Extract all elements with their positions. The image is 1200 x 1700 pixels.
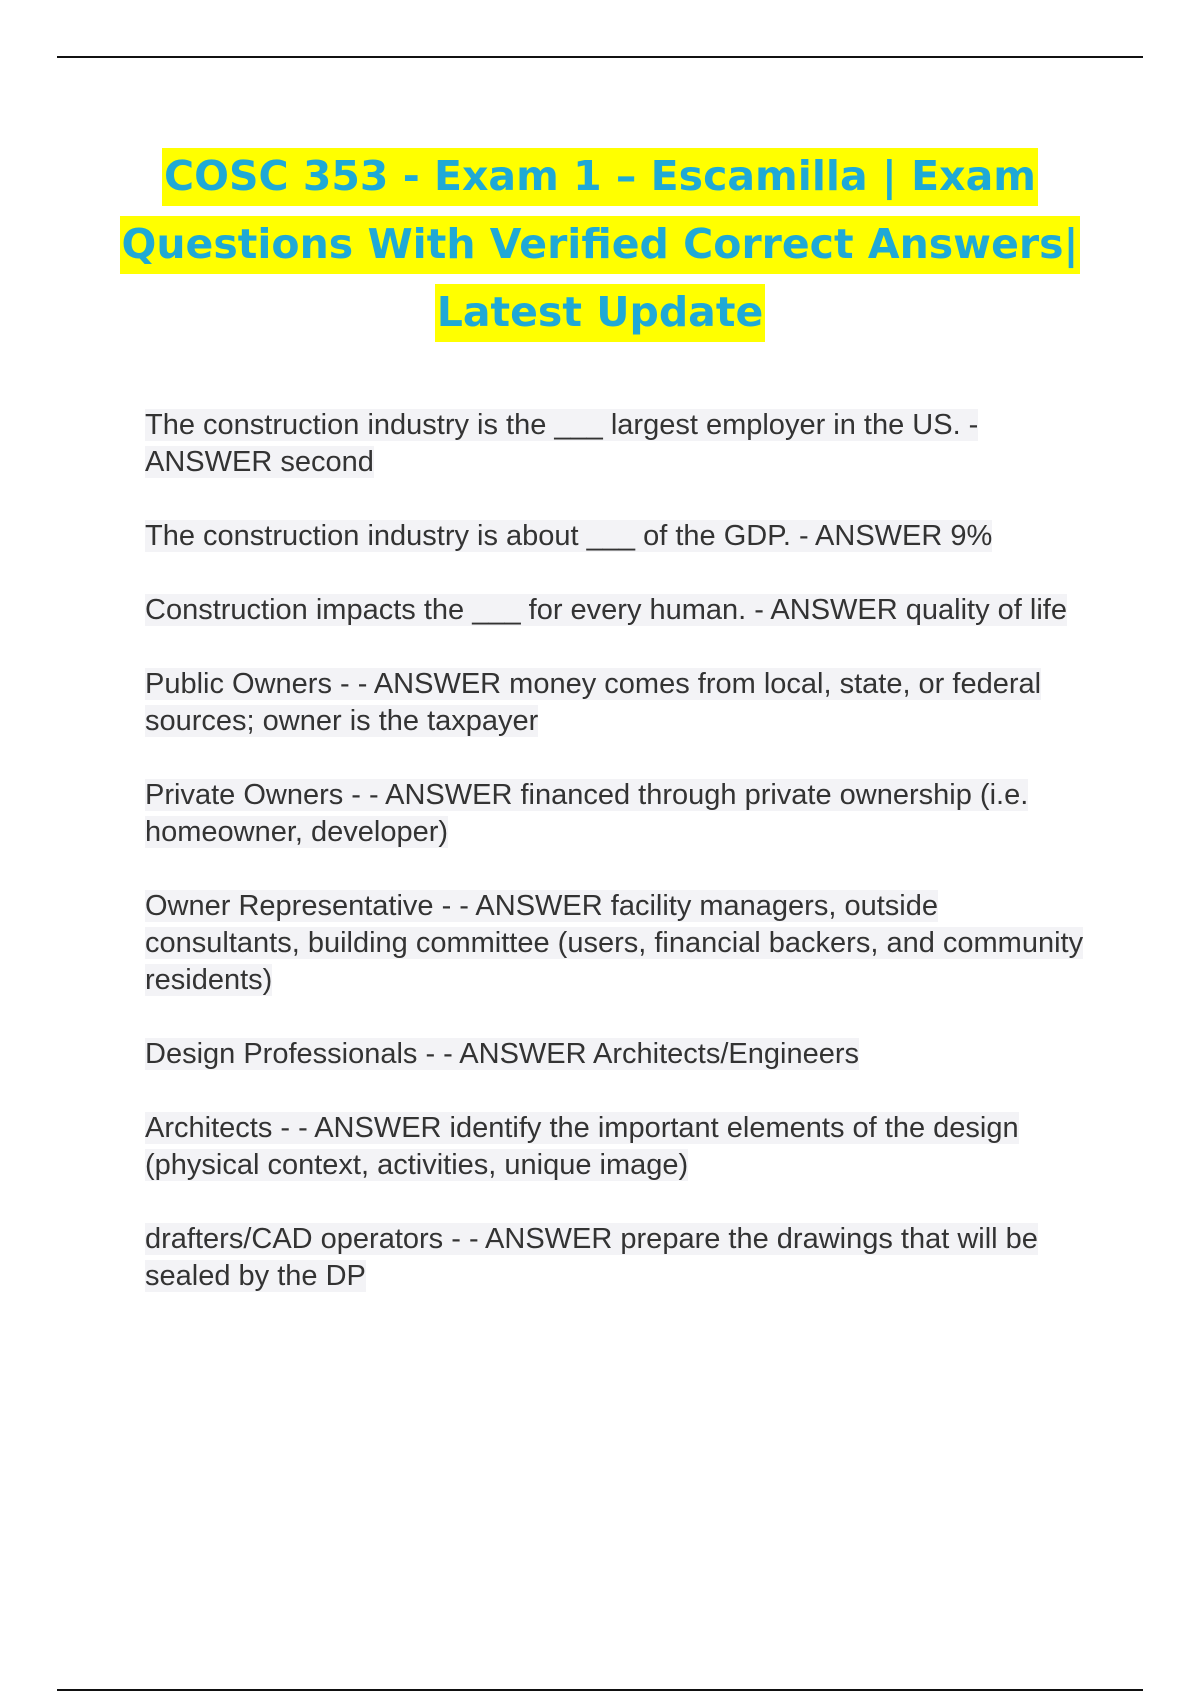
qa-item — [145, 1110, 1095, 1184]
qa-item-text: The construction industry is about ___ of the GDP. - ANSWER 9% — [145, 520, 993, 552]
qa-list — [145, 407, 1095, 1332]
document-title-text: COSC 353 - Exam 1 – Escamilla | Exam Questions With Verified Correct Answers| Latest Update — [120, 148, 1081, 342]
qa-item — [145, 666, 1095, 740]
header-rule — [57, 56, 1143, 58]
document-title — [100, 142, 1100, 346]
qa-item-text: Owner Representative - - ANSWER facility managers, outside consultants, building committee (users, financial backers, and community residents) — [145, 890, 1084, 996]
qa-item — [145, 407, 1095, 481]
qa-item-text: drafters/CAD operators - - ANSWER prepare the drawings that will be sealed by the DP — [145, 1223, 1038, 1292]
qa-item-text: The construction industry is the ___ largest employer in the US. - ANSWER second — [145, 409, 979, 478]
qa-item-text: Architects - - ANSWER identify the important elements of the design (physical context, activities, unique image) — [145, 1112, 1019, 1181]
qa-item-text: Private Owners - - ANSWER financed through private ownership (i.e. homeowner, developer) — [145, 779, 1029, 848]
qa-item — [145, 1036, 1095, 1073]
qa-item-text: Construction impacts the ___ for every human. - ANSWER quality of life — [145, 594, 1067, 626]
qa-item — [145, 777, 1095, 851]
qa-item-text: Public Owners - - ANSWER money comes from local, state, or federal sources; owner is the taxpayer — [145, 668, 1042, 737]
qa-item — [145, 1221, 1095, 1295]
qa-item — [145, 888, 1095, 999]
qa-item — [145, 592, 1095, 629]
qa-item-text: Design Professionals - - ANSWER Architects/Engineers — [145, 1038, 859, 1070]
footer-rule — [57, 1689, 1143, 1691]
qa-item — [145, 518, 1095, 555]
